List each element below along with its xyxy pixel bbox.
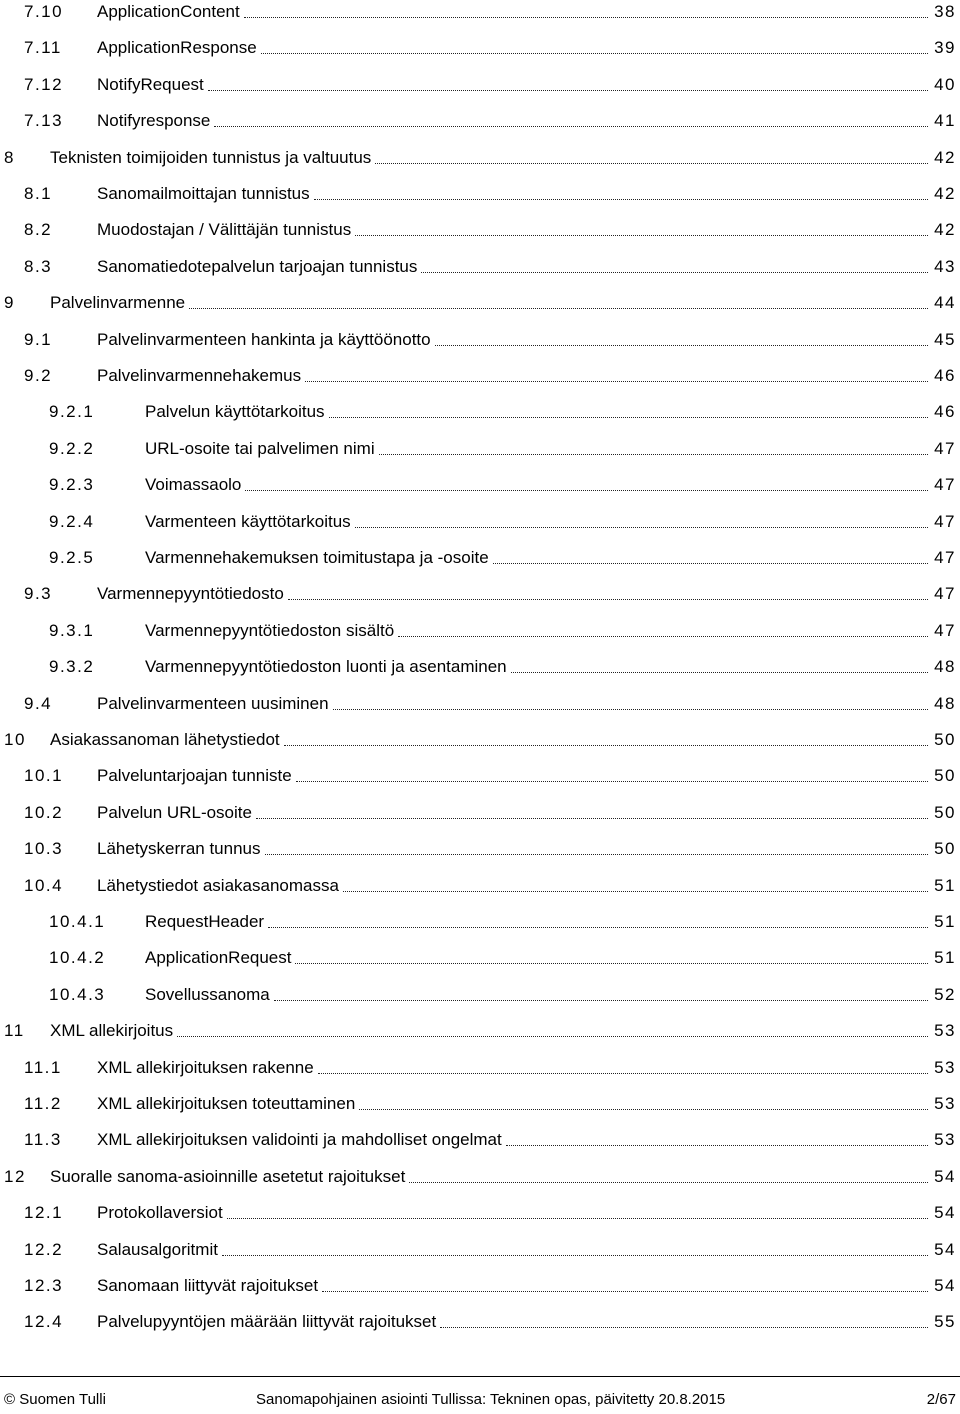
toc-dot-leader <box>222 1254 928 1256</box>
toc-entry[interactable] <box>0 1128 960 1152</box>
toc-entry[interactable] <box>0 946 960 970</box>
toc-entry-number: 9.3.2 <box>49 657 95 677</box>
toc-entry-title: XML allekirjoitus <box>50 1021 174 1041</box>
toc-entry-body <box>97 182 956 206</box>
toc-dot-leader <box>318 1072 928 1074</box>
toc-entry-page: 47 <box>934 584 956 604</box>
toc-entry-title: NotifyRequest <box>97 74 204 94</box>
toc-entry-body <box>145 473 956 497</box>
toc-entry-title: Sanomaan liittyvät rajoitukset <box>97 1276 319 1295</box>
toc-entry-number: 12 <box>4 1166 26 1186</box>
toc-dot-leader <box>398 635 928 637</box>
toc-entry-title: Muodostajan / Välittäjän tunnistus <box>97 220 352 240</box>
toc-entry-body <box>50 1019 956 1043</box>
toc-entry-title: Varmenteen käyttötarkoitus <box>145 511 351 531</box>
toc-entry[interactable] <box>0 328 960 352</box>
toc-entry[interactable] <box>0 146 960 170</box>
toc-entry-number: 9 <box>4 293 15 313</box>
toc-dot-leader <box>288 598 928 600</box>
toc-entry-number: 10.4.1 <box>49 912 106 931</box>
toc-entry-body <box>97 1238 956 1262</box>
toc-entry[interactable] <box>0 1201 960 1225</box>
toc-entry[interactable] <box>0 874 960 898</box>
toc-entry-title: XML allekirjoituksen validointi ja mahdolliset ongelmat <box>97 1130 502 1150</box>
toc-entry[interactable] <box>0 437 960 461</box>
toc-entry-number: 11.2 <box>24 1094 62 1113</box>
toc-entry-body <box>97 801 956 825</box>
toc-dot-leader <box>274 999 928 1001</box>
toc-entry-number: 9.2.2 <box>49 438 95 458</box>
toc-entry-body <box>145 946 956 970</box>
toc-entry-page: 51 <box>934 912 956 931</box>
toc-entry-number: 8.2 <box>24 220 53 240</box>
toc-entry[interactable] <box>0 473 960 497</box>
toc-entry[interactable] <box>0 0 960 24</box>
toc-dot-leader <box>359 1108 928 1110</box>
toc-dot-leader <box>333 708 929 710</box>
toc-entry-number: 9.2 <box>24 366 53 385</box>
toc-entry-page: 47 <box>934 438 956 458</box>
toc-entry-page: 54 <box>934 1166 956 1186</box>
toc-entry-page: 54 <box>934 1239 956 1259</box>
toc-entry-body <box>97 218 956 242</box>
toc-entry-title: XML allekirjoituksen rakenne <box>97 1057 314 1077</box>
toc-entry-body <box>97 837 956 861</box>
page-footer <box>0 1376 960 1414</box>
toc-entry-page: 46 <box>934 366 956 385</box>
toc-entry-title: Lähetyskerran tunnus <box>97 839 261 859</box>
toc-entry-number: 12.1 <box>24 1203 64 1223</box>
toc-entry-body <box>97 0 956 24</box>
toc-entry-title: Voimassaolo <box>145 475 242 495</box>
toc-entry-number: 8.3 <box>24 256 53 276</box>
toc-entry-body <box>97 874 956 898</box>
toc-entry[interactable] <box>0 837 960 861</box>
toc-entry-number: 8 <box>4 147 15 167</box>
toc-entry-number: 7.12 <box>24 74 64 94</box>
toc-entry-number: 10.3 <box>24 839 64 859</box>
toc-entry-body <box>97 1056 956 1080</box>
toc-entry-body <box>97 692 956 716</box>
toc-entry-title: Palvelinvarmennehakemus <box>97 366 302 385</box>
toc-entry-page: 38 <box>934 2 956 21</box>
toc-entry-page: 54 <box>934 1203 956 1223</box>
toc-entry-number: 11.3 <box>24 1130 62 1150</box>
toc-dot-leader <box>261 52 928 54</box>
toc-entry-page: 50 <box>934 766 956 786</box>
toc-entry-body <box>50 728 956 752</box>
toc-entry-body <box>97 36 956 60</box>
toc-entry-page: 50 <box>934 802 956 822</box>
toc-entry-title: Varmennepyyntötiedoston sisältö <box>145 620 395 640</box>
toc-entry-page: 47 <box>934 511 956 531</box>
toc-entry[interactable] <box>0 400 960 424</box>
toc-entry-body <box>145 400 956 424</box>
toc-entry[interactable] <box>0 692 960 716</box>
toc-entry-page: 46 <box>934 402 956 422</box>
toc-entry-body <box>97 255 956 279</box>
toc-entry-title: Palvelinvarmenteen uusiminen <box>97 693 329 713</box>
toc-entry-number: 9.2.4 <box>49 511 95 531</box>
toc-dot-leader <box>245 489 928 491</box>
toc-entry[interactable] <box>0 364 960 388</box>
toc-dot-leader <box>355 234 928 236</box>
toc-entry-title: Palvelinvarmenteen hankinta ja käyttöönotto <box>97 329 431 349</box>
toc-dot-leader <box>375 162 928 164</box>
toc-dot-leader <box>314 198 928 200</box>
toc-dot-leader <box>189 307 928 309</box>
toc-entry[interactable] <box>0 655 960 679</box>
toc-entry-number: 9.3.1 <box>49 620 95 640</box>
toc-entry-page: 50 <box>934 839 956 859</box>
toc-dot-leader <box>379 453 928 455</box>
toc-entry[interactable] <box>0 109 960 133</box>
toc-dot-leader <box>295 962 928 964</box>
toc-entry-page: 47 <box>934 475 956 495</box>
toc-entry-number: 9.1 <box>24 329 53 349</box>
toc-entry[interactable] <box>0 1092 960 1116</box>
toc-entry[interactable] <box>0 73 960 97</box>
toc-entry-page: 53 <box>934 1021 956 1041</box>
toc-entry-page: 52 <box>934 984 956 1004</box>
toc-entry[interactable] <box>0 218 960 242</box>
footer-page-number: 2/67 <box>926 1391 956 1408</box>
toc-dot-leader <box>208 89 928 91</box>
toc-entry[interactable] <box>0 728 960 752</box>
toc-entry-page: 50 <box>934 730 956 749</box>
toc-entry-title: Asiakassanoman lähetystiedot <box>50 730 280 749</box>
toc-dot-leader <box>409 1181 928 1183</box>
toc-entry-page: 45 <box>934 329 956 349</box>
toc-entry-body <box>97 1274 956 1298</box>
toc-dot-leader <box>493 562 928 564</box>
toc-entry-number: 11 <box>4 1021 25 1041</box>
toc-entry-body <box>97 73 956 97</box>
toc-entry-page: 48 <box>934 693 956 713</box>
toc-dot-leader <box>177 1035 928 1037</box>
toc-entry-title: Protokollaversiot <box>97 1203 223 1223</box>
toc-dot-leader <box>265 853 929 855</box>
toc-entry-body <box>97 1092 956 1116</box>
toc-entry-page: 55 <box>934 1312 956 1332</box>
toc-entry-page: 42 <box>934 184 956 203</box>
toc-entry-number: 10.2 <box>24 802 64 822</box>
toc-entry[interactable] <box>0 1056 960 1080</box>
toc-entry-title: XML allekirjoituksen toteuttaminen <box>97 1094 356 1113</box>
toc-entry-title: ApplicationRequest <box>145 948 292 968</box>
toc-dot-leader <box>322 1290 928 1292</box>
toc-entry-number: 9.3 <box>24 584 53 604</box>
toc-entry-title: Suoralle sanoma-asioinnille asetetut rajoitukset <box>50 1166 406 1186</box>
toc-entry-number: 9.2.3 <box>49 475 95 495</box>
toc-entry-number: 10.4.3 <box>49 984 106 1004</box>
toc-entry-body <box>145 983 956 1007</box>
toc-entry[interactable] <box>0 619 960 643</box>
toc-entry-number: 8.1 <box>24 184 53 203</box>
toc-entry-body <box>50 291 956 315</box>
toc-entry-number: 10 <box>4 730 26 749</box>
toc-entry-title: ApplicationResponse <box>97 38 257 58</box>
toc-entry-title: Salausalgoritmit <box>97 1239 218 1259</box>
toc-dot-leader <box>256 817 928 819</box>
toc-dot-leader <box>284 744 928 746</box>
toc-dot-leader <box>305 380 928 382</box>
toc-entry-title: Palvelun URL-osoite <box>97 802 252 822</box>
toc-entry-title: Lähetystiedot asiakasanomassa <box>97 875 339 895</box>
toc-entry[interactable] <box>0 1310 960 1334</box>
toc-entry-number: 9.2.1 <box>49 402 95 422</box>
toc-entry-title: Palvelupyyntöjen määrään liittyvät rajoitukset <box>97 1312 437 1332</box>
toc-entry-page: 53 <box>934 1057 956 1077</box>
toc-entry-title: Varmennepyyntötiedoston luonti ja asentaminen <box>145 657 507 677</box>
toc-entry-body <box>97 764 956 788</box>
toc-entry-number: 12.2 <box>24 1239 64 1259</box>
toc-entry-body <box>97 364 956 388</box>
toc-entry[interactable] <box>0 764 960 788</box>
toc-entry-title: Teknisten toimijoiden tunnistus ja valtuutus <box>50 147 372 167</box>
toc-entry-page: 48 <box>934 657 956 677</box>
toc-entry-body <box>97 1128 956 1152</box>
toc-entry-body <box>97 109 956 133</box>
toc-entry[interactable] <box>0 291 960 315</box>
toc-entry[interactable] <box>0 983 960 1007</box>
toc-entry[interactable] <box>0 255 960 279</box>
toc-dot-leader <box>268 926 928 928</box>
toc-dot-leader <box>506 1144 928 1146</box>
toc-entry-number: 10.4 <box>24 875 64 895</box>
toc-entry-title: Palvelun käyttötarkoitus <box>145 402 325 422</box>
toc-entry-number: 10.4.2 <box>49 948 106 968</box>
toc-dot-leader <box>227 1217 928 1219</box>
toc-entry-number: 11.1 <box>24 1057 62 1077</box>
toc-entry[interactable] <box>0 510 960 534</box>
toc-entry-page: 53 <box>934 1130 956 1150</box>
toc-entry[interactable] <box>0 1274 960 1298</box>
footer-copyright: © Suomen Tulli <box>4 1391 106 1408</box>
toc-entry-page: 53 <box>934 1094 956 1113</box>
toc-entry-body <box>50 146 956 170</box>
toc-entry-title: Notifyresponse <box>97 111 211 131</box>
toc-entry[interactable] <box>0 182 960 206</box>
toc-entry[interactable] <box>0 1238 960 1262</box>
toc-dot-leader <box>343 890 928 892</box>
toc-entry-body <box>97 1310 956 1334</box>
toc-entry-page: 51 <box>934 948 956 968</box>
toc-dot-leader <box>511 671 928 673</box>
toc-entry-page: 40 <box>934 74 956 94</box>
toc-entry-body <box>145 437 956 461</box>
toc-entry[interactable] <box>0 582 960 606</box>
toc-entry-number: 7.11 <box>24 38 62 58</box>
toc-entry-number: 7.13 <box>24 111 64 131</box>
toc-entry-page: 47 <box>934 548 956 567</box>
toc-entry-title: Varmennepyyntötiedosto <box>97 584 284 604</box>
toc-entry-page: 39 <box>934 38 956 58</box>
toc-entry-body <box>97 582 956 606</box>
toc-dot-leader <box>435 344 928 346</box>
toc-entry-page: 44 <box>934 293 956 313</box>
toc-entry-number: 9.2.5 <box>49 548 95 567</box>
toc-entry-title: Sanomatiedotepalvelun tarjoajan tunnistus <box>97 256 418 276</box>
toc-entry-page: 42 <box>934 220 956 240</box>
toc-entry-title: URL-osoite tai palvelimen nimi <box>145 438 375 458</box>
toc-entry-title: RequestHeader <box>145 912 265 931</box>
toc-dot-leader <box>244 16 928 18</box>
toc-entry[interactable] <box>0 36 960 60</box>
toc-entry-page: 51 <box>934 875 956 895</box>
footer-document-title: Sanomapohjainen asiointi Tullissa: Tekninen opas, päivitetty 20.8.2015 <box>256 1391 726 1408</box>
toc-entry-page: 42 <box>934 147 956 167</box>
toc-entry-number: 12.4 <box>24 1312 64 1332</box>
toc-entry-body <box>145 619 956 643</box>
toc-dot-leader <box>440 1326 928 1328</box>
toc-entry[interactable] <box>0 910 960 934</box>
toc-entry-title: Palvelinvarmenne <box>50 293 186 313</box>
toc-entry-page: 54 <box>934 1276 956 1295</box>
toc-entry-title: Palveluntarjoajan tunniste <box>97 766 292 786</box>
toc-dot-leader <box>296 780 928 782</box>
toc-entry-page: 47 <box>934 620 956 640</box>
toc-entry-body <box>145 655 956 679</box>
toc-entry[interactable] <box>0 546 960 570</box>
toc-dot-leader <box>355 526 928 528</box>
toc-entry-number: 7.10 <box>24 2 64 21</box>
toc-entry-number: 9.4 <box>24 693 53 713</box>
toc-entry-body <box>97 328 956 352</box>
toc-dot-leader <box>214 125 928 127</box>
toc-entry-number: 12.3 <box>24 1276 64 1295</box>
toc-entry-body <box>145 546 956 570</box>
toc-entry-body <box>97 1201 956 1225</box>
toc-entry-number: 10.1 <box>24 766 64 786</box>
toc-dot-leader <box>421 271 928 273</box>
toc-entry[interactable] <box>0 801 960 825</box>
toc-entry-body <box>145 510 956 534</box>
toc-entry[interactable] <box>0 1019 960 1043</box>
toc-entry-body <box>145 910 956 934</box>
toc-entry-page: 43 <box>934 256 956 276</box>
toc-entry-body <box>50 1165 956 1189</box>
toc-dot-leader <box>329 416 929 418</box>
toc-entry-title: ApplicationContent <box>97 2 240 21</box>
toc-entry-page: 41 <box>934 111 956 131</box>
toc-entry-title: Varmennehakemuksen toimitustapa ja -osoite <box>145 548 489 567</box>
toc-entry-title: Sanomailmoittajan tunnistus <box>97 184 310 203</box>
toc-entry-title: Sovellussanoma <box>145 984 270 1004</box>
toc-entry[interactable] <box>0 1165 960 1189</box>
